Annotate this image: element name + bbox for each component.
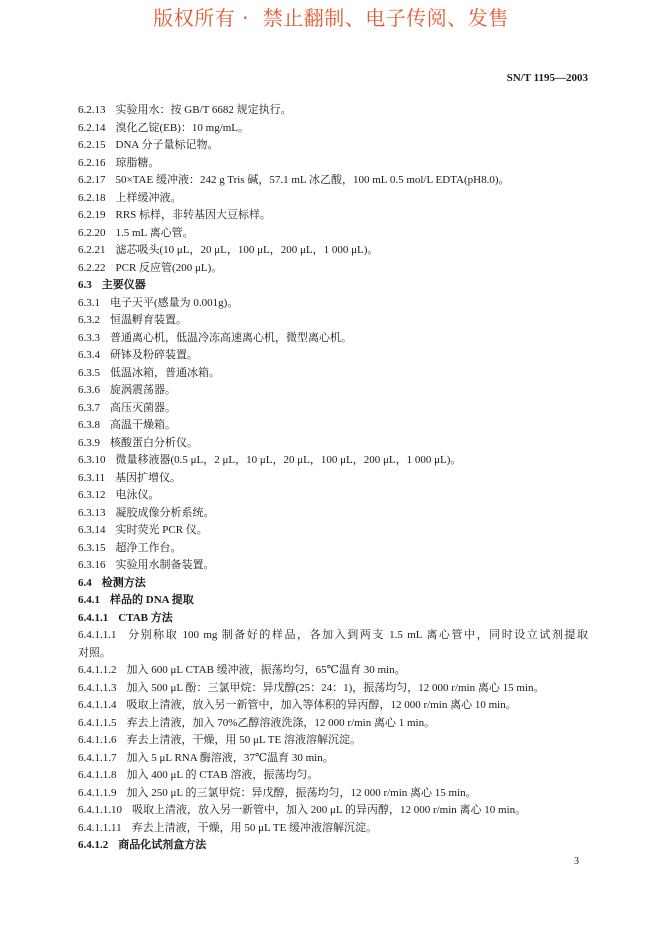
section-heading-6-4-1-1	[78, 610, 588, 628]
clause-number: 6.4.1.1.8	[78, 769, 117, 781]
clause-6-4-1-1-7	[78, 750, 588, 768]
clause-6-3-13	[78, 505, 588, 523]
clause-number: 6.3.9	[78, 436, 100, 449]
clause-number: 6.4.1.1.5	[78, 716, 117, 729]
clause-text: 低温冰箱，普通冰箱。	[110, 366, 220, 379]
clause-6-3-5	[78, 365, 588, 383]
clause-6-3-14	[78, 522, 588, 540]
clause-number: 6.3.11	[78, 471, 106, 484]
clause-6-3-3	[78, 330, 588, 348]
section-number: 6.3	[78, 279, 92, 291]
clause-number: 6.4.1.1.1	[78, 629, 117, 641]
clause-number: 6.2.22	[78, 261, 106, 274]
clause-number: 6.4.1.1.10	[78, 804, 122, 816]
clause-text: 加入 250 μL 的三氯甲烷：异戊醇，振荡均匀，12 000 r/min 离心 15 min。	[126, 786, 477, 799]
clause-text: 电泳仪。	[115, 489, 160, 501]
clause-text: 琼脂糖。	[115, 156, 160, 169]
clause-6-4-1-1-6	[78, 732, 588, 750]
clause-text: 高压灭菌器。	[110, 401, 176, 414]
clause-6-3-4	[78, 347, 588, 365]
clause-number: 6.4.1.1.4	[78, 699, 117, 711]
clause-text: 普通离心机，低温冷冻高速离心机，微型离心机。	[110, 331, 352, 344]
clause-6-2-17	[78, 172, 588, 190]
clause-number: 6.2.18	[78, 191, 106, 204]
clause-text: 加入 600 μL CTAB 缓冲液，振荡均匀，65℃温育 30 min。	[126, 664, 406, 676]
section-number: 6.4	[78, 576, 92, 589]
copyright-watermark: 版权所有 · 禁止翻制、电子传阅、发售	[153, 6, 509, 30]
clause-text: 弃去上清液，加入 70%乙醇溶液洗涤，12 000 r/min 离心 1 min。	[126, 716, 436, 729]
clause-number: 6.4.1.1.6	[78, 734, 117, 746]
clause-number: 6.3.8	[78, 419, 100, 431]
clause-number: 6.4.1.1.9	[78, 786, 117, 799]
clause-6-3-12	[78, 487, 588, 505]
clause-text: 50×TAE 缓冲液：242 g Tris 碱，57.1 mL 冰乙酸，100 mL 0.5 mol/L EDTA(pH8.0)。	[115, 174, 510, 186]
clause-number: 6.4.1.1.2	[78, 664, 117, 676]
clause-number: 6.3.3	[78, 331, 100, 344]
clause-6-2-13	[78, 102, 588, 120]
clause-text: 溴化乙锭(EB)：10 mg/mL。	[115, 121, 250, 134]
clause-6-3-6	[78, 382, 588, 400]
clause-text: 弃去上清液，干燥，用 50 μL TE 溶液溶解沉淀。	[126, 734, 361, 746]
clause-6-3-15	[78, 540, 588, 558]
section-title: 样品的 DNA 提取	[110, 594, 194, 606]
clause-number: 6.3.12	[78, 489, 106, 501]
clause-text: 实验用水制备装置。	[115, 559, 215, 571]
clause-text: 滤芯吸头(10 μL，20 μL，100 μL，200 μL，1 000 μL)。	[115, 244, 379, 256]
section-heading-6-3	[78, 277, 588, 295]
clause-6-2-21	[78, 242, 588, 260]
clause-text: 实时荧光 PCR 仪。	[115, 524, 208, 536]
section-title: CTAB 方法	[118, 611, 173, 624]
clause-6-2-22	[78, 260, 588, 278]
clause-6-4-1-1-4	[78, 697, 588, 715]
clause-number: 6.2.14	[78, 121, 106, 134]
clause-number: 6.2.15	[78, 139, 106, 151]
section-number: 6.4.1	[78, 594, 100, 606]
clause-number: 6.3.13	[78, 506, 106, 519]
section-title: 检测方法	[101, 576, 146, 589]
clause-number: 6.2.17	[78, 174, 106, 186]
clause-text: 加入 400 μL 的 CTAB 溶液，振荡均匀。	[126, 769, 319, 781]
clause-text: 1.5 mL 离心管。	[115, 226, 194, 239]
clause-number: 6.3.7	[78, 401, 100, 414]
clause-number: 6.4.1.1.3	[78, 681, 117, 694]
clause-text: 弃去上清液，干燥，用 50 μL TE 缓冲液溶解沉淀。	[131, 821, 378, 834]
clause-text: 高温干燥箱。	[110, 419, 176, 431]
clause-number: 6.2.19	[78, 209, 106, 221]
page-number: 3	[574, 856, 579, 867]
section-number: 6.4.1.1	[78, 611, 109, 624]
clause-text-continuation: 对照。	[78, 646, 111, 659]
clause-6-4-1-1-8	[78, 767, 588, 785]
clause-text: 核酸蛋白分析仪。	[110, 436, 198, 449]
section-number: 6.4.1.2	[78, 839, 109, 851]
clause-6-4-1-1-1-continuation	[78, 645, 588, 663]
clause-6-3-8	[78, 417, 588, 435]
standard-code-header: SN/T 1195—2003	[506, 72, 588, 84]
clause-text: 吸取上清液，放入另一新管中，加入等体积的异丙醇，12 000 r/min 离心 10 min。	[126, 699, 517, 711]
clause-6-2-19	[78, 207, 588, 225]
clause-text: 实验用水：按 GB/T 6682 规定执行。	[115, 104, 292, 116]
clause-number: 6.2.13	[78, 104, 106, 116]
clause-6-3-10	[78, 452, 588, 470]
clause-number: 6.3.14	[78, 524, 106, 536]
clause-number: 6.2.20	[78, 226, 106, 239]
section-title: 商品化试剂盒方法	[118, 839, 207, 851]
clause-text: 加入 500 μL 酚：三氯甲烷：异戊醇(25：24：1)，振荡均匀，12 000 r/min 离心 15 min。	[126, 681, 545, 694]
clause-number: 6.4.1.1.11	[78, 821, 122, 834]
clause-text: 上样缓冲液。	[115, 191, 182, 204]
clause-text: RRS 标样，非转基因大豆标样。	[115, 209, 272, 221]
clause-number: 6.3.1	[78, 296, 100, 309]
clause-6-4-1-1-11	[78, 820, 588, 838]
clause-text: 电子天平(感量为 0.001g)。	[110, 296, 239, 309]
clause-number: 6.3.15	[78, 541, 106, 554]
clause-text: PCR 反应管(200 μL)。	[115, 261, 223, 274]
section-heading-6-4-1-2	[78, 837, 588, 855]
clause-text: 凝胶成像分析系统。	[115, 506, 215, 519]
clause-6-3-11	[78, 470, 588, 488]
clause-6-4-1-1-2	[78, 662, 588, 680]
clause-number: 6.2.21	[78, 244, 106, 256]
clause-6-4-1-1-9	[78, 785, 588, 803]
clause-6-2-18	[78, 190, 588, 208]
clause-6-3-2	[78, 312, 588, 330]
clause-number: 6.3.5	[78, 366, 100, 379]
clause-6-3-7	[78, 400, 588, 418]
section-title: 主要仪器	[101, 279, 146, 291]
clause-6-2-14	[78, 120, 588, 138]
clause-6-2-15	[78, 137, 588, 155]
clause-text: 微量移液器(0.5 μL，2 μL，10 μL，20 μL，100 μL，200 μL，1 000 μL)。	[115, 454, 462, 466]
clause-6-2-20	[78, 225, 588, 243]
clause-text: 恒温孵育装置。	[110, 314, 187, 326]
clause-text: 超净工作台。	[115, 541, 182, 554]
clause-6-4-1-1-5	[78, 715, 588, 733]
clause-number: 6.2.16	[78, 156, 106, 169]
document-body	[78, 102, 588, 855]
clause-number: 6.3.16	[78, 559, 106, 571]
clause-text: 旋涡震荡器。	[110, 384, 176, 396]
clause-text: 吸取上清液，放入另一新管中，加入 200 μL 的异丙醇，12 000 r/min 离心 10 min。	[132, 804, 527, 816]
clause-6-3-16	[78, 557, 588, 575]
clause-number: 6.3.6	[78, 384, 100, 396]
clause-6-4-1-1-1	[78, 627, 588, 645]
clause-number: 6.3.2	[78, 314, 100, 326]
clause-text: 基因扩增仪。	[115, 471, 182, 484]
clause-6-3-1	[78, 295, 588, 313]
clause-text: DNA 分子量标记物。	[115, 139, 219, 151]
clause-6-3-9	[78, 435, 588, 453]
section-heading-6-4	[78, 575, 588, 593]
clause-text: 分别称取 100 mg 制备好的样品，各加入到两支 1.5 mL 离心管中，同时设立试剂提取	[126, 629, 588, 641]
clause-6-4-1-1-3	[78, 680, 588, 698]
clause-number: 6.3.10	[78, 454, 106, 466]
clause-text: 加入 5 μL RNA 酶溶液，37℃温育 30 min。	[126, 751, 334, 764]
clause-6-4-1-1-10	[78, 802, 588, 820]
clause-text: 研钵及粉碎装置。	[110, 349, 198, 361]
clause-number: 6.4.1.1.7	[78, 751, 117, 764]
clause-6-2-16	[78, 155, 588, 173]
clause-number: 6.3.4	[78, 349, 100, 361]
section-heading-6-4-1	[78, 592, 588, 610]
